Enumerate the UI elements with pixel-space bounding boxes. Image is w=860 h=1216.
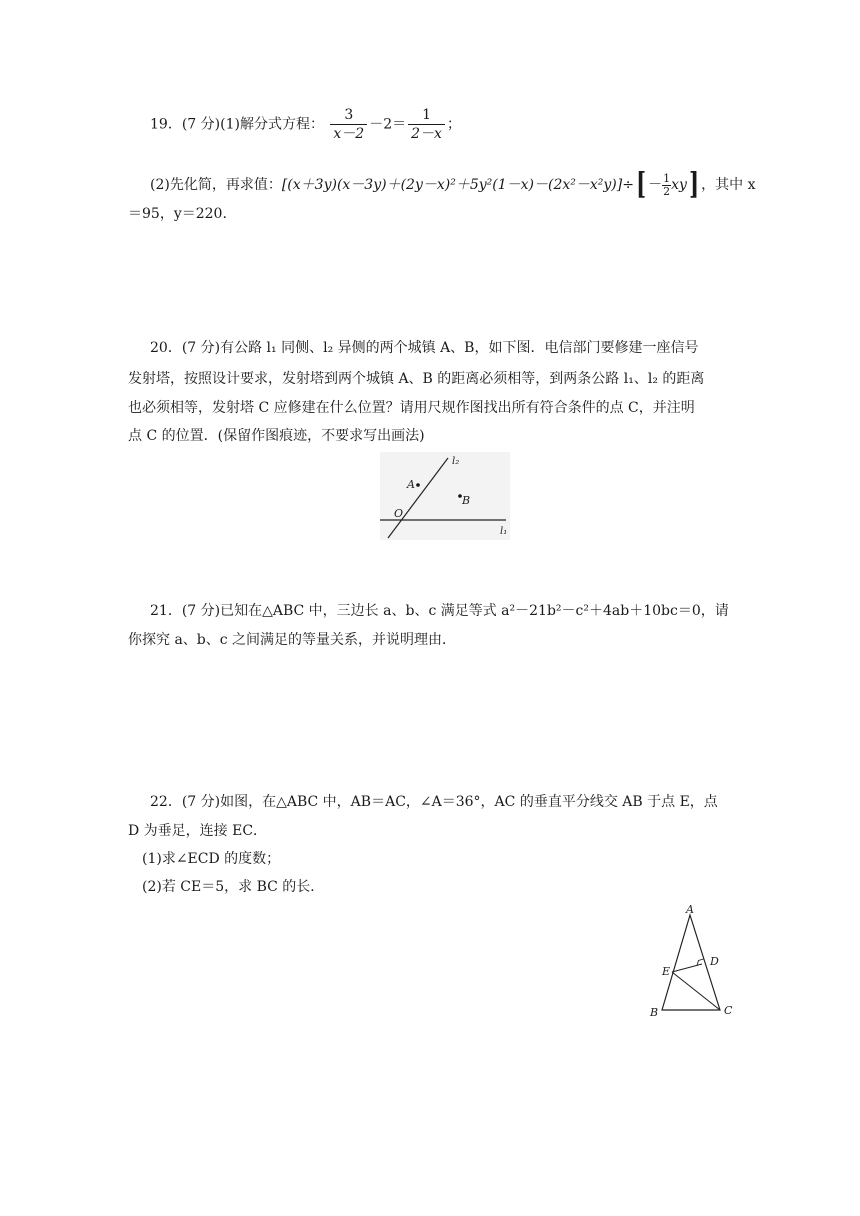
q19-score: (7 分): [181, 116, 221, 133]
label-D: D: [710, 955, 719, 968]
q22-line4: (2)若 CE＝5，求 BC 的长．: [142, 879, 325, 895]
q19-part1: [150, 106, 461, 143]
q19-expression: [(x＋3y)(x－3y)＋(2y－x)²＋5y²(1－x)－(2x²－x²y)]÷: [281, 177, 634, 193]
label-B: B: [650, 1006, 659, 1019]
q20-line3: 也必须相等，发射塔 C 应修建在什么位置？请用尺规作图找出所有符合条件的点 C，并注明: [128, 400, 695, 416]
left-bracket-icon: [: [636, 167, 647, 202]
label-A: A: [407, 478, 415, 491]
q19-number: 19．: [150, 116, 182, 133]
q19-div-neg: －: [648, 177, 663, 193]
q21-line1: 21．(7 分)已知在△ABC 中，三边长 a、b、c 满足等式 a²－21b²－c²＋4ab＋10bc＝0，请: [150, 603, 729, 619]
label-C: C: [724, 1004, 733, 1017]
q22-line2: D 为垂足，连接 EC．: [128, 823, 268, 839]
q20-line1: 20．(7 分)有公路 l₁ 同侧、l₂ 异侧的两个城镇 A、B，如下图．电信部门要修建一座信号: [150, 340, 699, 356]
q20-line2: 发射塔，按照设计要求，发射塔到两个城镇 A、B 的距离必须相等，到两条公路 l₁、l₂ 的距离: [128, 371, 705, 387]
label-A: A: [686, 903, 694, 916]
q19-eq-mid: －2＝: [369, 116, 407, 133]
q19-part2-label: (2)先化简，再求值：: [150, 177, 282, 193]
label-l1: l₁: [500, 526, 508, 537]
q19-tail: ，其中 x: [701, 177, 756, 193]
q19-fraction-2: $\frac{1}{2-x}$: [408, 106, 445, 143]
q20-figure: [380, 452, 510, 540]
q19-div-var: xy: [671, 177, 687, 193]
q19-div-fraction: $\frac{1}{2}$: [663, 171, 671, 198]
q19-part2: [150, 167, 756, 202]
q19-values: ＝95，y＝220.: [128, 206, 227, 222]
label-E: E: [662, 965, 671, 978]
q19-fraction-1: $\frac{3}{x-2}$: [330, 106, 367, 143]
right-bracket-icon: ]: [689, 167, 700, 202]
segment-EC: [672, 972, 720, 1010]
town-a-dot: [416, 483, 420, 487]
q19-part1-label: (1)解分式方程：: [220, 116, 324, 133]
q20-line4: 点 C 的位置．(保留作图痕迹，不要求写出画法): [128, 428, 425, 444]
q22-line3: (1)求∠ECD 的度数；: [142, 851, 281, 867]
label-l2: l₂: [452, 456, 460, 467]
q22-line1: 22．(7 分)如图，在△ABC 中，AB＝AC，∠A＝36°，AC 的垂直平分线交 AB 于点 E，点: [150, 794, 718, 810]
q19-eq-end: ；: [446, 116, 461, 133]
q21-line2: 你探究 a、b、c 之间满足的等量关系，并说明理由．: [128, 632, 457, 648]
q22-figure: [640, 900, 750, 1024]
label-O: O: [394, 507, 404, 520]
label-B: B: [462, 494, 471, 507]
